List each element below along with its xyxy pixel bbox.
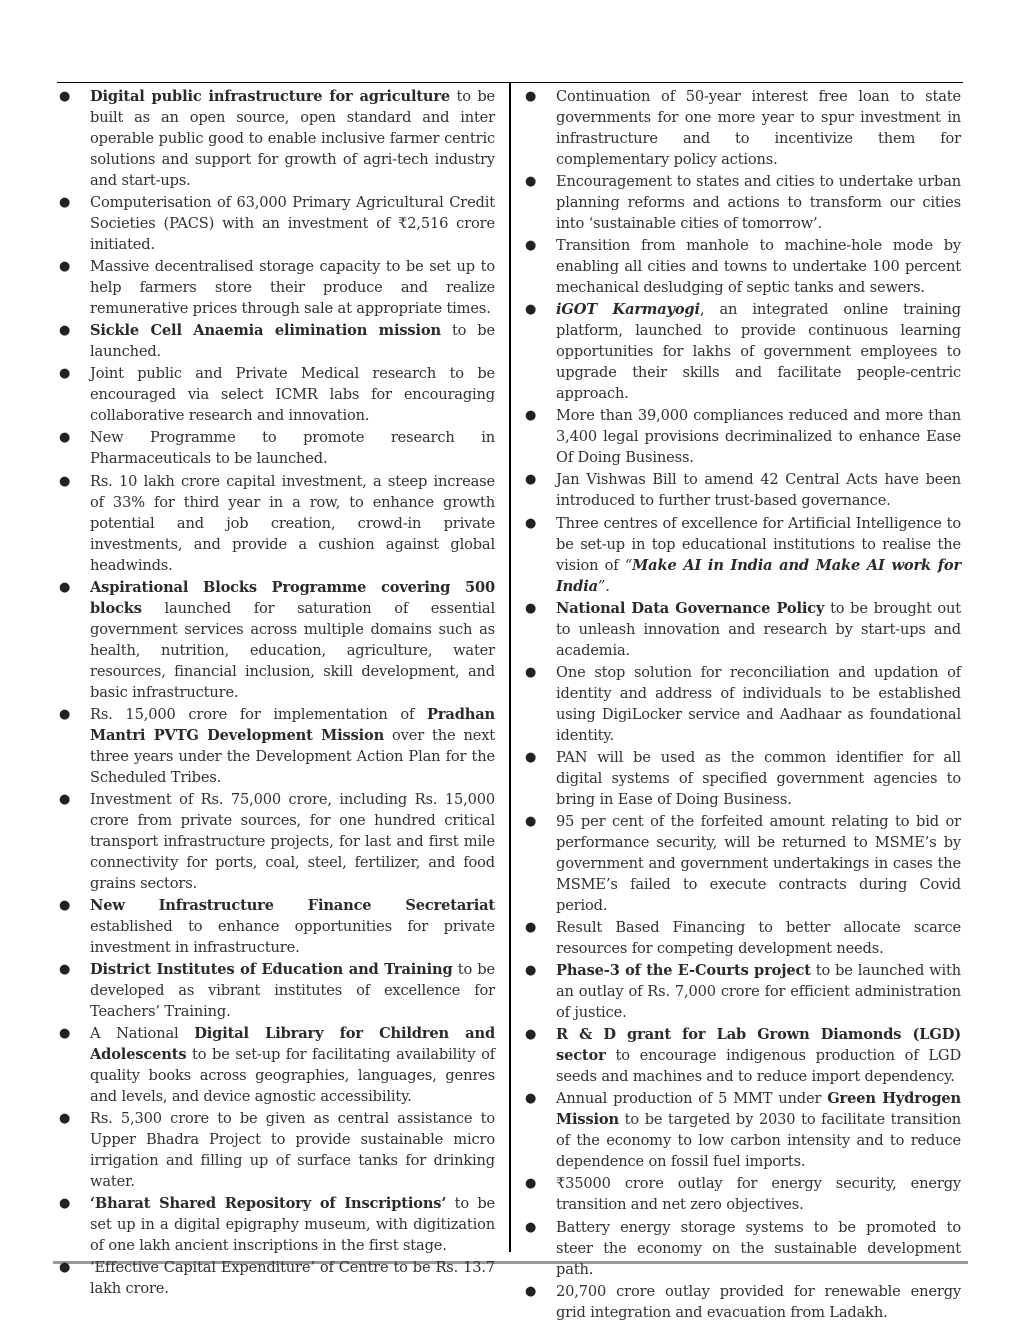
bullet-icon: ● [59,259,71,275]
bullet-item [59,1023,495,1107]
bullet-item [525,1024,961,1087]
bullet-icon: ● [525,174,537,190]
bullet-icon: ● [525,408,537,424]
item-text: , an integrated online training platform, launched to provide continuous learning opportunities for lakhs of government employees to upgrade their skills and facilitate people-centric approach. [556,301,961,403]
left-column [59,86,495,1301]
item-text: to encourage indigenous production of LGD seeds and machines and to reduce import dependency. [556,1047,961,1086]
item-text: Rs. 15,000 crore for implementation of [90,705,428,723]
item-text: Investment of Rs. 75,000 crore, including Rs. 15,000 crore from private sources, for one hundred critical transport infrastructure projects, for last and first mile connectivity for ports, coal, steel, fertilizer, and food grains sectors. [90,790,495,892]
item-text: ₹35000 crore outlay for energy security, energy transition and net zero objectives. [556,1175,961,1214]
item-text: Jan Vishwas Bill to amend 42 Central Acts have been introduced to further trust-based governance. [556,471,961,510]
item-text: PAN will be used as the common identifier for all digital systems of specified government agencies to bring in Ease of Doing Business. [556,748,961,808]
item-text: New Programme to promote research in Pharmaceuticals to be launched. [90,429,495,468]
bullet-item [525,1281,961,1323]
bullet-icon: ● [525,1176,537,1192]
item-text: Rs. 5,300 crore to be given as central assistance to Upper Bhadra Project to provide sustainable micro irrigation and filling up of surface tanks for drinking water. [90,1110,495,1191]
bullet-item [525,469,961,511]
item-text: launched for saturation of essential government services across multiple domains such as health, nutrition, education, agriculture, water resources, financial inclusion, skill development, and basic infrastructure. [90,599,495,701]
item-text: Transition from manhole to machine-hole mode by enabling all cities and towns to undertake 100 percent mechanical desludging of septic tanks and sewers. [556,237,961,297]
bullet-item [525,299,961,404]
bullet-icon: ● [525,749,537,765]
bullet-item [59,895,495,958]
bullet-icon: ● [59,962,71,978]
bold-text: Digital public infrastructure for agriculture [90,88,451,105]
bold-text: R & D grant for Lab Grown Diamonds (LGD) sector [556,1026,961,1065]
bold-text: Sickle Cell Anaemia elimination mission [90,322,441,340]
item-text: Rs. 10 lakh crore capital investment, a steep increase of 33% for third year in a row, to enhance growth potential and job creation, crowd-in private investments, and provide a cushion against global headwinds. [90,472,495,574]
item-text: 20,700 crore outlay provided for renewable energy grid integration and evacuation from Ladakh. [556,1282,961,1321]
bullet-icon: ● [59,323,71,339]
bold-text: District Institutes of Education and Training [90,961,453,979]
bullet-icon: ● [525,1219,537,1235]
bullet-item [525,811,961,916]
bullet-item [525,1217,961,1280]
bullet-item [525,598,961,661]
bullet-item [59,1257,495,1299]
bullet-icon: ● [59,706,71,722]
left-bullet-list [59,86,495,1299]
bullet-item [59,1193,495,1256]
bullet-icon: ● [525,1027,537,1043]
bullet-item [525,747,961,810]
bold-text: Green Hydrogen Mission [556,1090,961,1129]
bullet-icon: ● [59,430,71,446]
item-text: A National [90,1025,195,1043]
bullet-icon: ● [525,813,537,829]
item-text: Massive decentralised storage capacity to be set up to help farmers store their produce and realize remunerative prices through sale at appropriate times. [90,258,495,318]
bullet-item [59,192,495,255]
item-text: Joint public and Private Medical research to be encouraged via select ICMR labs for encouraging collaborative research and innovation. [90,365,495,425]
bullet-icon: ● [59,473,71,489]
bullet-item [59,471,495,576]
item-text: Result Based Financing to better allocate scarce resources for competing development needs. [556,919,961,958]
item-text: to be launched with an outlay of Rs. 7,000 crore for efficient administration of justice. [556,962,961,1022]
item-text: to be built as an open source, open standard and inter operable public good to enable inclusive farmer centric solutions and support for growth of agri-tech industry and start-ups. [90,88,495,189]
bullet-icon: ● [59,1026,71,1042]
bullet-icon: ● [59,791,71,807]
bullet-item [59,959,495,1022]
bullet-item [59,1108,495,1192]
bullet-icon: ● [59,1196,71,1212]
item-text: established to enhance opportunities for private investment in infrastructure. [90,917,495,956]
item-text: to be set-up for facilitating availability of quality books across geographies, languages, genres and levels, and device agnostic accessibility. [90,1046,495,1106]
bullet-item [525,1088,961,1172]
right-column [525,86,961,1324]
bullet-icon: ● [59,1111,71,1127]
item-text: to be set up in a digital epigraphy museum, with digitization of one lakh ancient inscriptions in the first stage. [90,1195,496,1255]
item-text: to be launched. [90,322,495,361]
bullet-item [59,86,495,191]
bullet-item [525,171,961,234]
bullet-item [59,427,495,469]
bullet-item [525,513,961,597]
bullet-icon: ● [525,600,537,616]
right-bullet-list [525,86,961,1323]
item-text: Battery energy storage systems to be promoted to steer the economy on the sustainable development path. [556,1218,961,1278]
bullet-icon: ● [525,89,537,104]
item-text: 95 per cent of the forfeited amount relating to bid or performance security, will be returned to MSME’s by government and government undertakings in cases the MSME’s failed to execute contracts during Covid period. [556,812,961,914]
bullet-item [59,363,495,426]
bullet-item [525,917,961,959]
item-text: to be developed as vibrant institutes of excellence for Teachers’ Training. [90,961,495,1021]
bullet-item [59,704,495,788]
item-text: to be targeted by 2030 to facilitate transition of the economy to low carbon intensity and to reduce dependence on fossil fuel imports. [556,1111,961,1171]
bullet-icon: ● [525,472,537,488]
bullet-item [525,86,961,170]
bold-text: Aspirational Blocks Programme covering 500 blocks [90,578,495,617]
bold-text: National Data Governance Policy [556,599,825,617]
bullet-item [525,235,961,298]
bullet-icon: ● [525,302,537,318]
bold-text: Pradhan Mantri PVTG Development Mission [90,705,495,744]
bold-text: Digital Library for Children and Adolescents [90,1025,495,1064]
bullet-item [525,662,961,746]
item-text: Computerisation of 63,000 Primary Agricultural Credit Societies (PACS) with an investment of ₹2,516 crore initiated. [90,194,495,254]
bullet-icon: ● [525,664,537,680]
bullet-item [525,960,961,1023]
bullet-icon: ● [525,1091,537,1107]
bullet-item [59,256,495,319]
bullet-item [59,577,495,703]
bullet-icon: ● [525,515,537,531]
bullet-icon: ● [59,366,71,382]
bold-text: Make AI in India and Make AI work for India [556,556,961,595]
bullet-icon: ● [525,920,537,936]
bold-text: Phase-3 of the E-Courts project [556,962,811,980]
item-text: Encouragement to states and cities to undertake urban planning reforms and actions to transform our cities into ‘sustainable cities of tomorrow’. [556,173,961,233]
item-text: “ [624,556,633,574]
bullet-icon: ● [59,89,71,104]
item-text: ‘Effective Capital Expenditure’ of Centre to be Rs. 13.7 lakh crore. [90,1259,495,1298]
bold-text: New Infrastructure Finance Secretariat [90,896,495,914]
bullet-icon: ● [59,195,71,211]
item-text: Annual production of 5 MMT under [556,1090,828,1108]
item-text: over the next three years under the Development Action Plan for the Scheduled Tribes. [90,726,495,786]
item-text: Three centres of excellence for Artificial Intelligence to be set-up in top educational institutions to realise the vision of [556,514,961,574]
bullet-item [59,320,495,362]
item-text: More than 39,000 compliances reduced and more than 3,400 legal provisions decriminalized to enhance Ease Of Doing Business. [556,407,961,467]
bullet-icon: ● [525,963,537,979]
bold-text: iGOT Karmayogi [556,301,700,319]
bold-text: ‘Bharat Shared Repository of Inscriptions’ [90,1195,447,1213]
bullet-item [525,405,961,468]
item-text: to be brought out to unleash innovation and research by start-ups and academia. [556,599,961,659]
item-text: One stop solution for reconciliation and updation of identity and address of individuals to be established using DigiLocker service and Aadhaar as foundational identity. [556,663,961,744]
column-divider [509,82,511,1252]
bullet-icon: ● [59,579,71,595]
bullet-icon: ● [59,1260,71,1276]
bullet-icon: ● [525,238,537,254]
item-text: Continuation of 50-year interest free loan to state governments for one more year to spur investment in infrastructure and to incentivize them for complementary policy actions. [556,88,961,168]
item-text: ”. [597,577,610,595]
bullet-item [525,1173,961,1215]
bullet-item [59,789,495,894]
bullet-icon: ● [59,897,71,913]
bullet-icon: ● [525,1283,537,1299]
